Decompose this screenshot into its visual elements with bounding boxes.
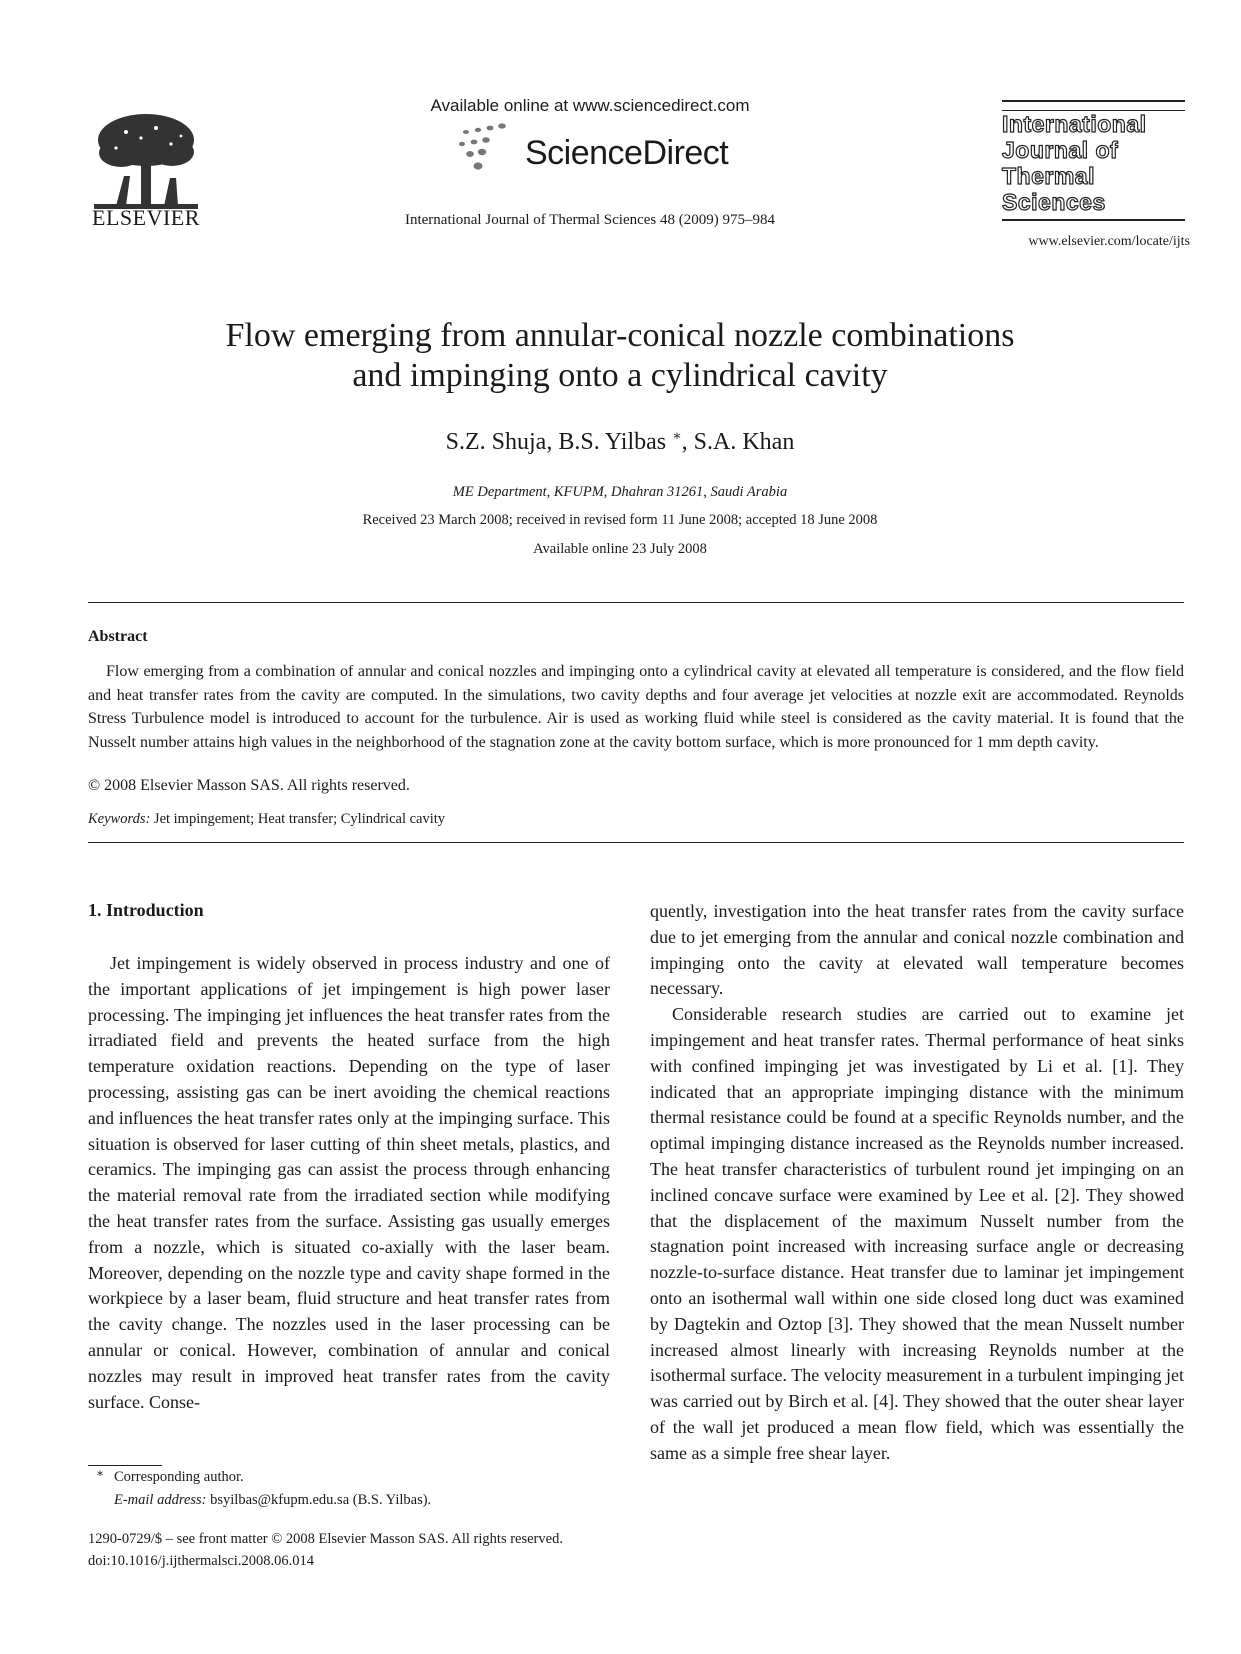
corresponding-author-note: Corresponding author.	[114, 1469, 244, 1485]
doi-link[interactable]: doi:10.1016/j.ijthermalsci.2008.06.014	[88, 1553, 314, 1569]
journal-logo-rule-bottom	[1002, 219, 1185, 227]
paper-title	[120, 316, 1120, 396]
abstract-text: Flow emerging from a combination of annular and conical nozzles and impinging onto a cylindrical cavity at elevated all temperature is considered, and the flow field and heat transfer rates from the cavity are computed. In the simulations, two cavity depths and four average jet velocities at nozzle exit are accommodated. Reynolds Stress Turbulence model is introduced to account for the turbulence. Air is used as working fluid while steel is considered as the cavity material. It is found that the Nusselt number attains high values in the neighborhood of the stagnation zone at the cavity bottom surface, which is more pronounced for 1 mm depth cavity.	[88, 663, 1184, 751]
available-online-banner: Available online at www.sciencedirect.com	[430, 96, 750, 115]
section-heading: 1. Introduction	[88, 900, 204, 920]
issn-line: 1290-0729/$ – see front matter © 2008 Elsevier Masson SAS. All rights reserved.	[88, 1531, 563, 1547]
divider	[88, 842, 1184, 843]
online-date: Available online 23 July 2008	[533, 541, 707, 557]
divider	[88, 602, 1184, 603]
journal-logo-line: Journal of	[1002, 137, 1119, 163]
paragraph: Considerable research studies are carried out to examine jet impingement and heat transfer rates. Thermal performance of heat sinks with confined impinging jet was investigated by Li et al. [1]. They indicated that an appropriate impinging distance with the minimum thermal resistance could be found at a specific Reynolds number, and the optimal impinging distance increased as the Reynolds number increased. The heat transfer characteristics of turbulent round jet impinging on an inclined concave surface were examined by Lee et al. [2]. They showed that the displacement of the maximum Nusselt number from the stagnation point increased with increasing surface angle or decreasing nozzle-to-surface distance. Heat transfer due to laminar jet impingement onto an isothermal wall within one side closed long duct was examined by Dagtekin and Oztop [3]. They showed that the mean Nusselt number increased almost linearly with increasing Reynolds number at the isothermal surface. The velocity measurement in a turbulent impinging jet was carried out by Birch et al. [4]. They showed that the outer shear layer of the wall jet produced a mean flow field, which was essentially the same as a simple free shear layer.	[650, 1004, 1184, 1463]
keywords	[88, 811, 445, 828]
author-email	[114, 1492, 431, 1509]
title-line: Flow emerging from annular-conical nozzle combinations	[225, 317, 1015, 354]
paragraph: quently, investigation into the heat transfer rates from the cavity surface due to jet emerging from the annular and conical nozzle combination and impinging onto the cavity at elevated wall temperature becomes necessary.	[650, 901, 1184, 999]
keywords-label: Keywords:	[88, 811, 151, 827]
title-line: and impinging onto a cylindrical cavity	[352, 357, 888, 394]
affiliation: ME Department, KFUPM, Dhahran 31261, Saudi Arabia	[452, 484, 788, 500]
email-label: E-mail address:	[114, 1492, 207, 1508]
email-address-link[interactable]: bsyilbas@kfupm.edu.sa (B.S. Yilbas).	[206, 1492, 432, 1508]
received-dates: Received 23 March 2008; received in revised form 11 June 2008; accepted 18 June 2008	[362, 512, 878, 528]
sciencedirect-dots-icon	[452, 120, 516, 176]
publisher-name: ELSEVIER	[92, 205, 200, 230]
sciencedirect-wordmark: ScienceDirect	[525, 134, 729, 172]
author-list	[120, 428, 1120, 456]
abstract-copyright: © 2008 Elsevier Masson SAS. All rights reserved.	[88, 777, 410, 794]
journal-logo-line: International	[1002, 111, 1147, 137]
intro-left-column: Jet impingement is widely observed in process industry and one of the important applications of jet impingement is high power laser processing. The impinging jet influences the heat transfer rates from the irradiated field and prevents the heated surface from the high temperature oxidation reactions. Depending on the type of laser processing, assisting gas can be inert avoiding the chemical reactions and influences the heat transfer rates only at the impinging surface. This situation is observed for laser cutting of thin sheet metals, plastics, and ceramics. The impinging gas can assist the process through enhancing the material removal rate from the irradiated section while modifying the heat transfer rates from the surface. Assisting gas usually emerges from a nozzle, which is situated co-axially with the laser beam. Moreover, depending on the nozzle type and cavity shape formed in the workpiece by a laser beam, fluid structure and heat transfer rates from the cavity change. The nozzles used in the laser processing can be annular or conical. However, combination of annular and conical nozzles may result in improved heat transfer rates from the cavity surface. Conse-	[88, 953, 610, 1412]
keywords-list: Jet impingement; Heat transfer; Cylindrical cavity	[150, 811, 446, 827]
journal-logo-line: Sciences	[1002, 189, 1106, 215]
author-names: S.Z. Shuja, B.S. Yilbas	[445, 429, 667, 455]
corresponding-author-mark[interactable]: ∗	[672, 429, 682, 444]
journal-url-link[interactable]: www.elsevier.com/locate/ijts	[1028, 234, 1190, 249]
journal-citation: International Journal of Thermal Sciences 48 (2009) 975–984	[404, 212, 776, 228]
journal-logo-line: Thermal	[1002, 163, 1095, 189]
journal-logo-rule-top	[1002, 100, 1185, 111]
footnote-mark: ∗	[96, 1466, 105, 1480]
journal-logo-title	[1002, 111, 1192, 215]
author-names: , S.A. Khan	[681, 429, 795, 455]
abstract-heading: Abstract	[88, 628, 148, 645]
intro-right-column	[650, 899, 1184, 1467]
